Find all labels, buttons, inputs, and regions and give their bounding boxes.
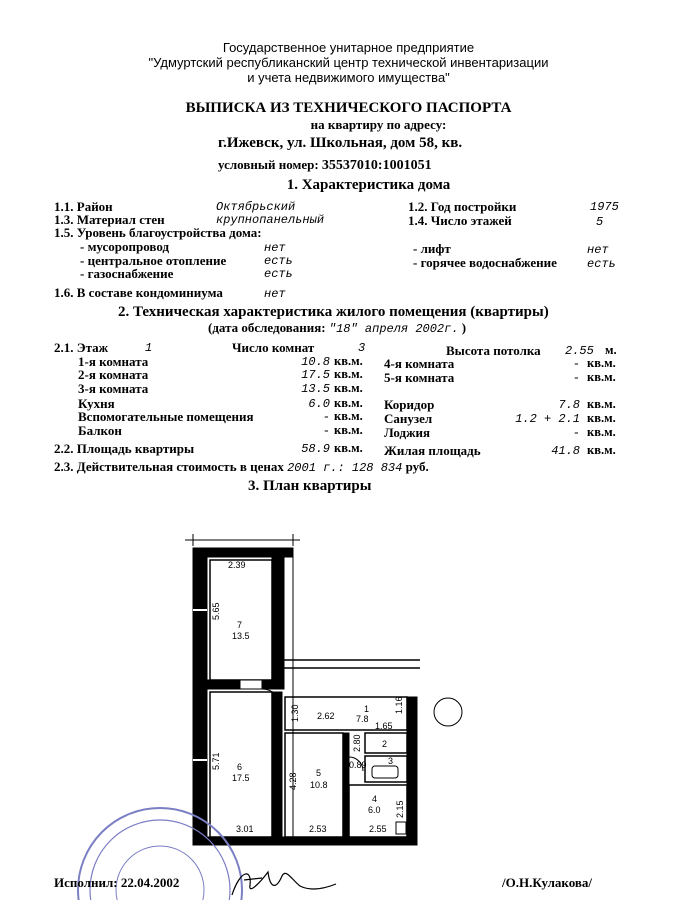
org-line-2: "Удмуртский республиканский центр технической инвентаризации xyxy=(148,55,549,70)
room7-area: 13.5 xyxy=(232,631,250,641)
room6-area: 17.5 xyxy=(232,773,250,783)
section1-title: 1. Характеристика дома xyxy=(286,177,451,193)
loggia-unit: кв.м. xyxy=(587,425,616,439)
room3-value: 13.5 xyxy=(301,382,330,396)
survey-value: "18" апреля 2002г. xyxy=(328,322,459,336)
address: г.Ижевск, ул. Школьная, дом 58, кв. xyxy=(218,135,463,151)
dim-253: 2.53 xyxy=(309,824,327,834)
dim-428: 4.28 xyxy=(288,772,298,790)
district-label: 1.1. Район xyxy=(54,199,113,214)
loggia-value: - xyxy=(572,426,580,440)
kitchen-area: 6.0 xyxy=(368,805,381,815)
condo-label: 1.6. В составе кондоминиума xyxy=(54,285,223,300)
dim-130: 1.30 xyxy=(290,704,300,722)
wc-num: 2 xyxy=(382,739,388,749)
room3-label: 3-я комната xyxy=(78,381,149,396)
room5-label: 5-я комната xyxy=(384,370,455,385)
cost-label: 2.3. Действительная стоимость в ценах xyxy=(54,459,284,474)
gas-label: - газоснабжение xyxy=(80,266,174,281)
corr-num: 1 xyxy=(364,704,370,714)
ceiling-unit: м. xyxy=(605,343,617,357)
document-title: ВЫПИСКА ИЗ ТЕХНИЧЕСКОГО ПАСПОРТА xyxy=(185,100,512,116)
balcony-unit: кв.м. xyxy=(334,423,363,437)
dim-565: 5.65 xyxy=(211,602,221,620)
executor-row xyxy=(54,875,179,891)
balcony-value: - xyxy=(322,424,330,438)
room1-unit: кв.м. xyxy=(334,354,363,368)
room2-value: 17.5 xyxy=(301,368,330,382)
room5-num: 5 xyxy=(316,768,322,778)
condo-value: нет xyxy=(264,287,286,301)
hotwater-label: - горячее водоснабжение xyxy=(413,255,557,270)
executor-label: Исполнил: xyxy=(54,875,118,890)
corridor-value: 7.8 xyxy=(558,398,580,412)
rooms-label: Число комнат xyxy=(232,340,315,355)
room1-label: 1-я комната xyxy=(78,354,149,369)
room1-value: 10.8 xyxy=(301,355,330,369)
aux-unit: кв.м. xyxy=(334,409,363,423)
floors-value: 5 xyxy=(596,215,604,229)
dim-215: 2.15 xyxy=(395,800,405,818)
room2-unit: кв.м. xyxy=(334,367,363,381)
room6-num: 6 xyxy=(237,762,243,772)
bath-num: 3 xyxy=(388,756,394,766)
garbage-label: - мусоропровод xyxy=(80,239,170,254)
plan-walls xyxy=(185,534,462,845)
outer-wall-left xyxy=(193,548,207,843)
room4-value: - xyxy=(572,357,580,371)
floors-label: 1.4. Число этажей xyxy=(408,213,512,228)
aux-label: Вспомогательные помещения xyxy=(78,409,254,424)
signer-name: /О.Н.Кулакова/ xyxy=(502,875,593,890)
hotwater-value: есть xyxy=(587,257,616,271)
heating-label: - центральное отопление xyxy=(80,253,227,268)
rooms-value: 3 xyxy=(358,341,366,355)
aux-value: - xyxy=(322,410,330,424)
room2-label: 2-я комната xyxy=(78,367,149,382)
room5-value: - xyxy=(572,371,580,385)
bath-unit: кв.м. xyxy=(587,411,616,425)
kitchen-label: Кухня xyxy=(78,396,115,411)
year-value: 1975 xyxy=(590,200,619,214)
room4-label: 4-я комната xyxy=(384,356,455,371)
district-value: Октябрьский xyxy=(216,200,296,214)
balcony-label: Балкон xyxy=(78,423,122,438)
room5-area: 10.8 xyxy=(310,780,328,790)
living-value: 41.8 xyxy=(551,444,580,458)
gas-value: есть xyxy=(264,267,293,281)
dim-239: 2.39 xyxy=(228,560,246,570)
cond-label: условный номер: xyxy=(218,157,319,172)
survey-label: (дата обследования: xyxy=(208,320,326,335)
document-subtitle: на квартиру по адресу: xyxy=(310,117,447,132)
bath-label: Санузел xyxy=(384,411,433,426)
comfort-label: 1.5. Уровень благоустройства дома: xyxy=(54,225,262,240)
dim-255: 2.55 xyxy=(369,824,387,834)
kitchen-unit: кв.м. xyxy=(334,396,363,410)
section2-title: 2. Техническая характеристика жилого помещения (квартиры) xyxy=(118,304,549,320)
area-unit: кв.м. xyxy=(334,441,363,455)
area-label: 2.2. Площадь квартиры xyxy=(54,441,195,456)
kitchen-value: 6.0 xyxy=(308,397,330,411)
ceiling-value: 2.55 xyxy=(565,344,594,358)
outer-wall-top xyxy=(193,548,293,557)
ceiling-label: Высота потолка xyxy=(446,343,541,358)
dim-262: 2.62 xyxy=(317,711,335,721)
living-label: Жилая площадь xyxy=(384,443,481,458)
walls-label: 1.3. Материал стен xyxy=(54,212,165,227)
cost-value: 2001 г.: 128 834 xyxy=(287,461,403,475)
org-line-1: Государственное унитарное предприятие xyxy=(222,40,475,55)
org-line-3: и учета недвижимого имущества" xyxy=(247,70,450,85)
dim-571: 5.71 xyxy=(211,752,221,770)
garbage-value: нет xyxy=(264,241,286,255)
lift-value: нет xyxy=(587,243,609,257)
signature xyxy=(232,872,336,895)
lift-label: - лифт xyxy=(413,241,451,256)
cond-number: 35537010:1001051 xyxy=(321,158,432,173)
vent-circle xyxy=(434,698,462,726)
cost-unit: руб. xyxy=(405,459,429,474)
heating-value: есть xyxy=(264,254,293,268)
room4-unit: кв.м. xyxy=(587,356,616,370)
corridor-unit: кв.м. xyxy=(587,397,616,411)
floor-label: 2.1. Этаж xyxy=(54,340,109,355)
dim-089: 0.89 xyxy=(349,760,367,770)
dim-165: 1.65 xyxy=(375,721,393,731)
survey-close: ) xyxy=(461,320,467,335)
room7-num: 7 xyxy=(237,620,243,630)
room5-unit: кв.м. xyxy=(587,370,616,384)
floor-value: 1 xyxy=(145,341,153,355)
bath-value: 1.2 + 2.1 xyxy=(515,412,580,426)
dim-280: 2.80 xyxy=(352,734,362,752)
wall-room7-right xyxy=(272,557,284,687)
area-value: 58.9 xyxy=(301,442,330,456)
dim-301: 3.01 xyxy=(236,824,254,834)
year-label: 1.2. Год постройки xyxy=(408,199,517,214)
loggia-label: Лоджия xyxy=(384,425,431,440)
section3-title: 3. План квартиры xyxy=(248,478,372,494)
executor-date: 22.04.2002 xyxy=(120,875,180,890)
corridor-label: Коридор xyxy=(384,397,435,412)
kitchen-num: 4 xyxy=(372,794,378,804)
corr-area: 7.8 xyxy=(356,714,369,724)
dim-116: 1.16 xyxy=(394,696,404,714)
room3-unit: кв.м. xyxy=(334,381,363,395)
living-unit: кв.м. xyxy=(587,443,616,457)
walls-value: крупнопанельный xyxy=(216,213,325,227)
